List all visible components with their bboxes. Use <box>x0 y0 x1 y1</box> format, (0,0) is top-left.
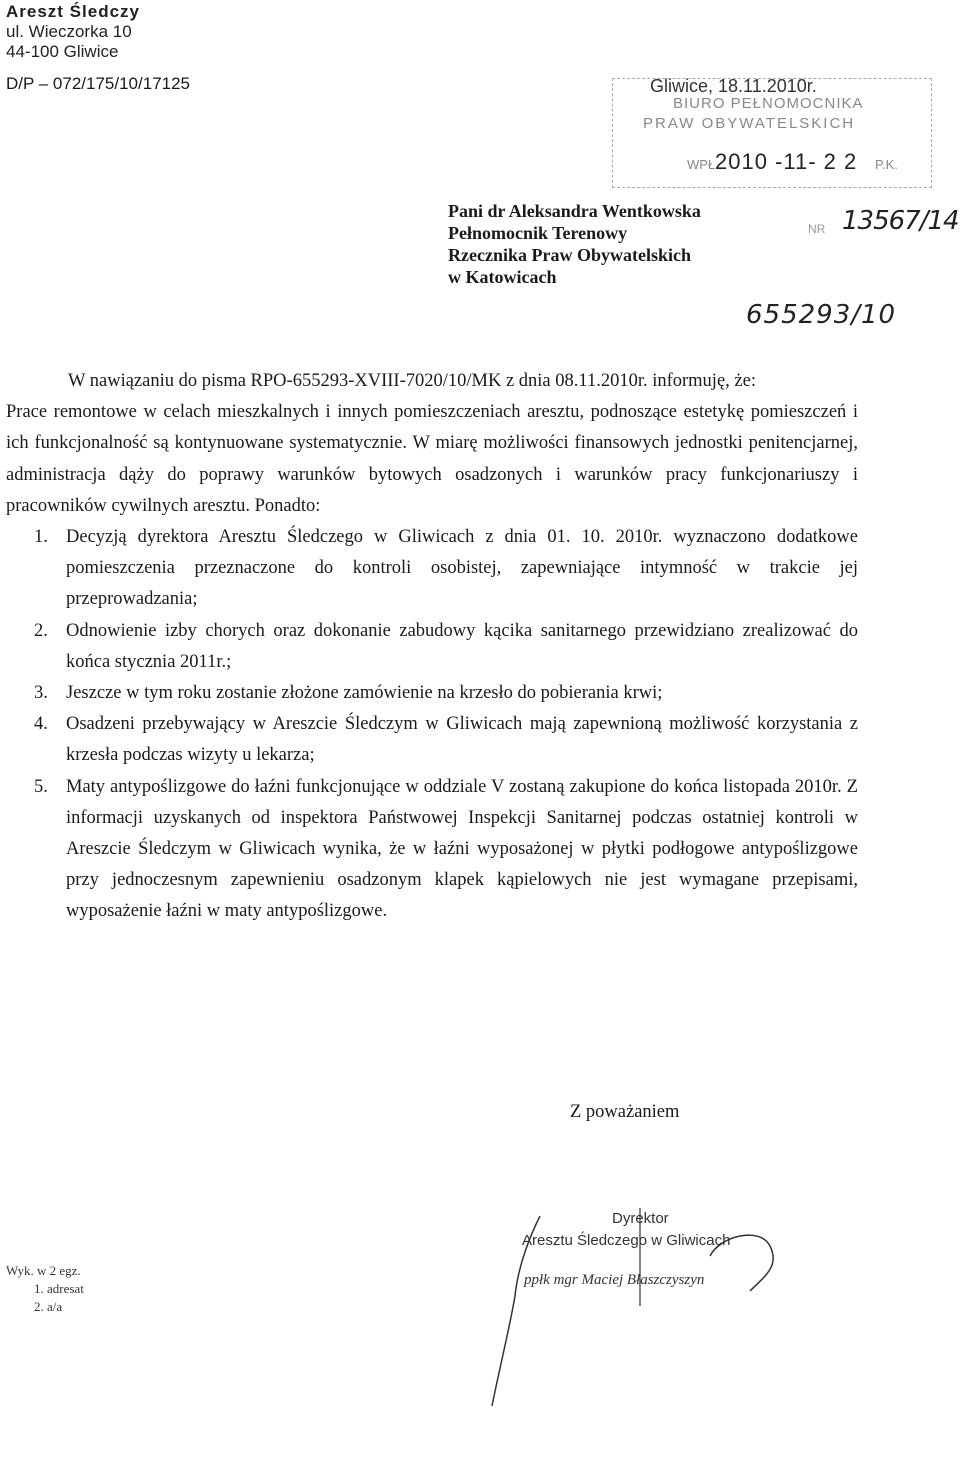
copy-recipient-1: 1. adresat <box>34 1281 84 1296</box>
list-item-number: 1. <box>34 527 48 548</box>
points-list <box>6 522 858 928</box>
intro-paragraph: W nawiązaniu do pisma RPO-655293-XVIII-7020/10/MK z dnia 08.11.2010r. informuję, że: <box>68 371 756 391</box>
addressee-title: Pełnomocnik Terenowy <box>448 223 628 243</box>
stamp-line-2: PRAW OBYWATELSKICH <box>643 115 856 132</box>
letter-body <box>6 366 858 928</box>
place-date: Gliwice, 18.11.2010r. <box>650 76 817 96</box>
copies-note <box>6 1262 84 1316</box>
signature-scribble <box>470 1196 810 1416</box>
list-item-number: 3. <box>34 683 48 704</box>
list-item-number: 4. <box>34 714 48 735</box>
reference-number: D/P – 072/175/10/17125 <box>6 74 191 93</box>
copies-count: Wyk. w 2 egz. <box>6 1263 81 1278</box>
list-item <box>6 678 858 709</box>
addressee-name: Pani dr Aleksandra Wentkowska <box>448 201 701 221</box>
list-item-text: Decyzją dyrektora Aresztu Śledczego w Gliwicach z dnia 01. 10. 2010r. wyznaczono dodatkowe pomieszczenia przeznaczone do kontroli osobistej, zapewniające intymność w trakcie jej przeprowadzania; <box>66 527 858 610</box>
handwritten-case-number: 655293/10 <box>746 300 897 330</box>
signature-name: ppłk mgr Maciej Błaszczyszyn <box>524 1272 705 1288</box>
list-item <box>6 522 858 616</box>
addressee-block <box>448 200 701 288</box>
main-paragraph: Prace remontowe w celach mieszkalnych i innych pomieszczeniach aresztu, podnoszące estetykę pomieszczeń i ich funkcjonalność są kontynuowane systematycznie. W miarę możliwości finansowych jednostki penitencjarnej, administracja dąży do poprawy warunków bytowych osadzonych i warunków pracy funkcjonariuszy i pracowników cywilnych aresztu. Ponadto: <box>6 402 858 516</box>
list-item-number: 2. <box>34 620 48 641</box>
addressee-institution: Rzecznika Praw Obywatelskich <box>448 245 691 265</box>
nr-label: NR <box>808 222 826 236</box>
list-item-text: Maty antypoślizgowe do łaźni funkcjonujące w oddziale V zostaną zakupione do końca listopada 2010r. Z informacji uzyskanych od inspektora Państwowej Inspekcji Sanitarnej podczas ostatniej kontroli w Areszcie Śledczym w Gliwicach wynika, że w łaźni wyposażonej w płytki podłogowe antypoślizgowe przy jednoczesnym zapewnieniu osadzonym klapek kąpielowych nie jest wymagane przepisami, wyposażenie łaźni w maty antypoślizgowe. <box>66 776 858 922</box>
closing-salutation: Z poważaniem <box>570 1102 680 1122</box>
stamp-pk-label: P.K. <box>875 157 898 172</box>
sender-city: 44-100 Gliwice <box>6 42 119 61</box>
list-item-number: 5. <box>34 776 48 797</box>
signature-title: Dyrektor <box>612 1210 669 1227</box>
list-item-text: Jeszcze w tym roku zostanie złożone zamówienie na krzesło do pobierania krwi; <box>66 683 663 704</box>
list-item-text: Osadzeni przebywający w Areszcie Śledczym w Gliwicach mają zapewnioną możliwość korzystania z krzesła podczas wizyty u lekarza; <box>66 714 858 766</box>
list-item-text: Odnowienie izby chorych oraz dokonanie zabudowy kącika sanitarnego przewidziano zrealizować do końca stycznia 2011r.; <box>66 620 858 672</box>
signature-institution: Aresztu Śledczego w Gliwicach <box>522 1232 731 1249</box>
sender-name: Areszt Śledczy <box>6 2 140 21</box>
sender-block <box>6 2 140 62</box>
stamp-date: 2010 -11- 2 2 <box>715 149 858 174</box>
stamp-wpl-label: WPŁ. <box>687 157 719 172</box>
sender-street: ul. Wieczorka 10 <box>6 22 132 41</box>
list-item <box>6 709 858 771</box>
copy-recipient-2: 2. a/a <box>34 1299 63 1314</box>
list-item <box>6 772 858 928</box>
handwritten-number: 13567/14 <box>842 206 959 236</box>
addressee-city: w Katowicach <box>448 267 557 287</box>
stamp-line-1: BIURO PEŁNOMOCNIKA <box>673 95 864 112</box>
list-item <box>6 616 858 678</box>
